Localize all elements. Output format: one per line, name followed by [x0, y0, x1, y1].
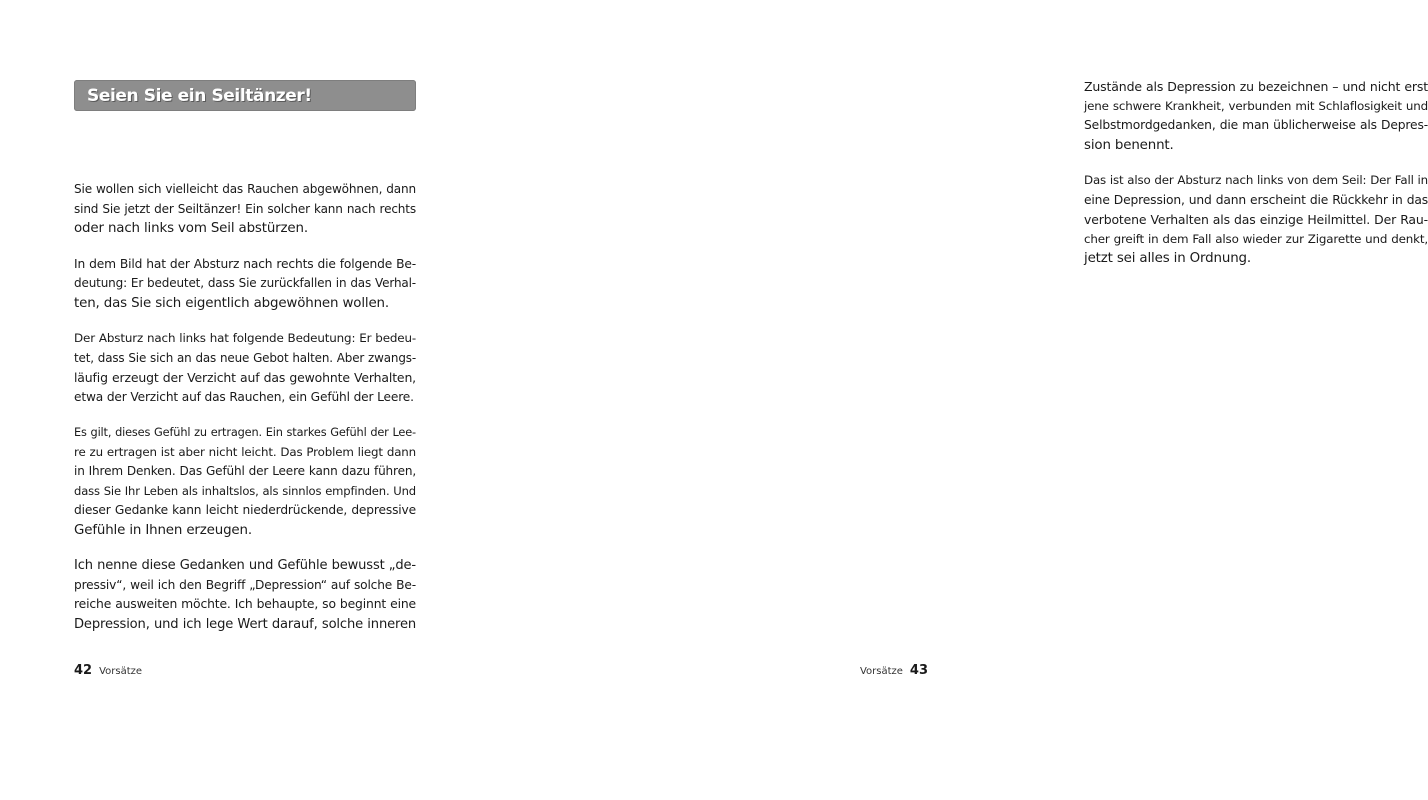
text-line: reiche ausweiten möchte. Ich behaupte, so beginnt eine: [74, 597, 416, 611]
text-line: pressiv“, weil ich den Begriff „Depression“ auf solche Be-: [74, 577, 416, 592]
text-line: Sie wollen sich vielleicht das Rauchen abgewöhnen, dann: [74, 182, 416, 196]
text-line: eine Depression, und dann erscheint die Rückkehr in das: [1084, 192, 1428, 207]
text-line: Selbstmordgedanken, die man üblicherweise als Depres-: [1084, 118, 1428, 132]
section-heading-bar: [74, 80, 416, 111]
paragraph: [1084, 77, 1428, 155]
text-line: dieser Gedanke kann leicht niederdrückende, depressive: [74, 503, 416, 517]
text-line: Das ist also der Absturz nach links von dem Seil: Der Fall in: [1084, 173, 1428, 187]
text-line: Depression, und ich lege Wert darauf, solche inneren: [74, 616, 416, 632]
text-line: deutung: Er bedeutet, dass Sie zurückfallen in das Verhal-: [74, 276, 416, 290]
text-line: re zu ertragen ist aber nicht leicht. Das Problem liegt dann: [74, 444, 416, 459]
right-page-footer: [860, 659, 928, 679]
text-line: Zustände als Depression zu bezeichnen – und nicht erst: [1084, 79, 1428, 94]
text-line: in Ihrem Denken. Das Gefühl der Leere kann dazu führen,: [74, 464, 416, 478]
text-line: oder nach links vom Seil abstürzen.: [74, 221, 308, 236]
left-page-body: [74, 180, 416, 650]
paragraph: [74, 180, 416, 239]
text-line: Der Absturz nach links hat folgende Bedeutung: Er bedeu-: [74, 331, 416, 345]
text-line: Es gilt, dieses Gefühl zu ertragen. Ein starkes Gefühl der Lee-: [74, 425, 416, 439]
text-line: cher greift in dem Fall also wieder zur Zigarette und denkt,: [1084, 231, 1428, 246]
left-page: [0, 0, 500, 800]
paragraph: [74, 329, 416, 407]
text-line: jetzt sei alles in Ordnung.: [1084, 251, 1251, 266]
text-line: Ich nenne diese Gedanken und Gefühle bewusst „de-: [74, 558, 416, 573]
right-page-body: [1084, 77, 1428, 285]
text-line: läufig erzeugt der Verzicht auf das gewohnte Verhalten,: [74, 370, 416, 385]
right-page: [500, 0, 1428, 800]
text-line: In dem Bild hat der Absturz nach rechts die folgende Be-: [74, 256, 416, 271]
left-page-footer: [74, 659, 142, 679]
text-line: tet, dass Sie sich an das neue Gebot halten. Aber zwangs-: [74, 350, 416, 365]
text-line: sion benennt.: [1084, 137, 1174, 153]
text-line: dass Sie Ihr Leben als inhaltslos, als sinnlos empfinden. Und: [74, 483, 416, 498]
paragraph: [74, 255, 416, 314]
paragraph: [74, 423, 416, 540]
paragraph: [1084, 171, 1428, 269]
paragraph: [74, 556, 416, 634]
text-line: ten, das Sie sich eigentlich abgewöhnen wollen.: [74, 295, 389, 311]
section-heading: Seien Sie ein Seiltänzer!: [87, 86, 312, 106]
running-title: Vorsätze: [99, 666, 143, 677]
page-number: 42: [74, 663, 93, 678]
text-line: jene schwere Krankheit, verbunden mit Schlaflosigkeit und: [1084, 98, 1428, 113]
text-line: verbotene Verhalten als das einzige Heilmittel. Der Rau-: [1084, 212, 1428, 227]
running-title: Vorsätze: [859, 666, 903, 677]
text-line: etwa der Verzicht auf das Rauchen, ein Gefühl der Leere.: [74, 389, 414, 404]
page-number: 43: [909, 663, 928, 678]
text-line: sind Sie jetzt der Seiltänzer! Ein solcher kann nach rechts: [74, 201, 416, 216]
text-line: Gefühle in Ihnen erzeugen.: [74, 522, 252, 538]
